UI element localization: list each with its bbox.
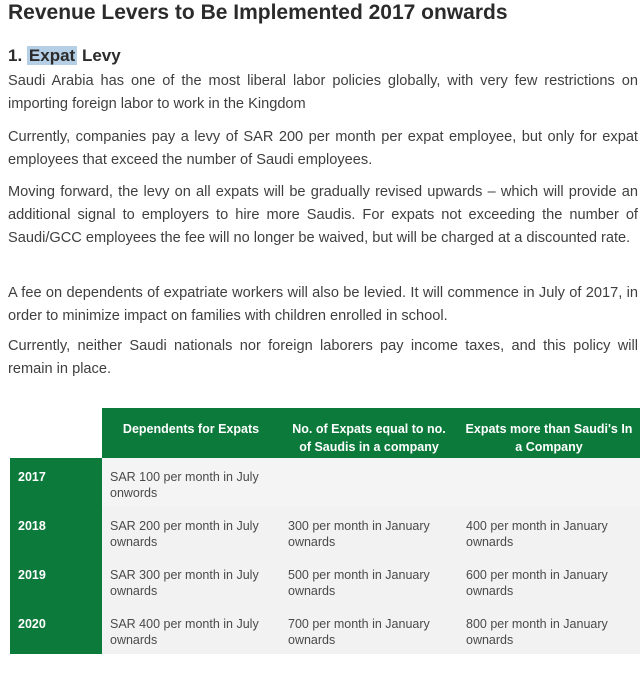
- section-heading: [8, 46, 121, 66]
- table-cell: SAR 100 per month in July onwords: [102, 458, 280, 507]
- table-row: [10, 605, 640, 654]
- section-heading-rest: Levy: [81, 46, 121, 65]
- paragraph-1: Saudi Arabia has one of the most liberal labor policies globally, with very few restrictions on importing foreign labor to work in the Kingdom: [8, 73, 638, 112]
- table-cell: 800 per month in January ownards: [458, 605, 640, 654]
- table-cell: SAR 200 per month in July ownards: [102, 507, 280, 556]
- table-row: [10, 507, 640, 556]
- year-cell: 2019: [10, 556, 102, 605]
- table-header-more-than-saudis: Expats more than Saudi's In a Company: [458, 408, 640, 458]
- table-cell: [280, 458, 458, 507]
- table-cell: SAR 300 per month in July ownards: [102, 556, 280, 605]
- table-cell: 400 per month in January ownards: [458, 507, 640, 556]
- paragraph-2: Currently, companies pay a levy of SAR 200 per month per expat employee, but only for expat employees that exceed the number of Saudi employees.: [8, 129, 638, 168]
- table-cell: 600 per month in January ownards: [458, 556, 640, 605]
- table-row: [10, 458, 640, 507]
- year-cell: 2018: [10, 507, 102, 556]
- paragraph-5: Currently, neither Saudi nationals nor foreign laborers pay income taxes, and this policy will remain in place.: [8, 338, 638, 377]
- table-cell: 500 per month in January ownards: [280, 556, 458, 605]
- table-header-dependents: Dependents for Expats: [102, 408, 280, 458]
- table-cell: [458, 458, 640, 507]
- table-header-blank: [10, 408, 102, 458]
- year-cell: 2017: [10, 458, 102, 507]
- table-header-equal-saudis: No. of Expats equal to no. of Saudis in a company: [280, 408, 458, 458]
- table-cell: 300 per month in January ownards: [280, 507, 458, 556]
- table-cell: SAR 400 per month in July ownards: [102, 605, 280, 654]
- table-row: [10, 556, 640, 605]
- selected-text-highlight[interactable]: Expat: [28, 46, 76, 65]
- levy-table: [10, 408, 640, 654]
- page-title: Revenue Levers to Be Implemented 2017 onwards: [8, 1, 508, 24]
- year-cell: 2020: [10, 605, 102, 654]
- table-cell: 700 per month in January ownards: [280, 605, 458, 654]
- paragraph-4: A fee on dependents of expatriate workers will also be levied. It will commence in July of 2017, in order to minimize impact on families with children enrolled in school.: [8, 285, 638, 324]
- table-header-row: [10, 408, 640, 458]
- section-number: 1.: [8, 46, 23, 65]
- paragraph-3: Moving forward, the levy on all expats will be gradually revised upwards – which will provide an additional signal to employers to hire more Saudis. For expats not exceeding the number of Saudi/GCC employees the fee will no longer be waived, but will be charged at a discounted rate.: [8, 184, 638, 246]
